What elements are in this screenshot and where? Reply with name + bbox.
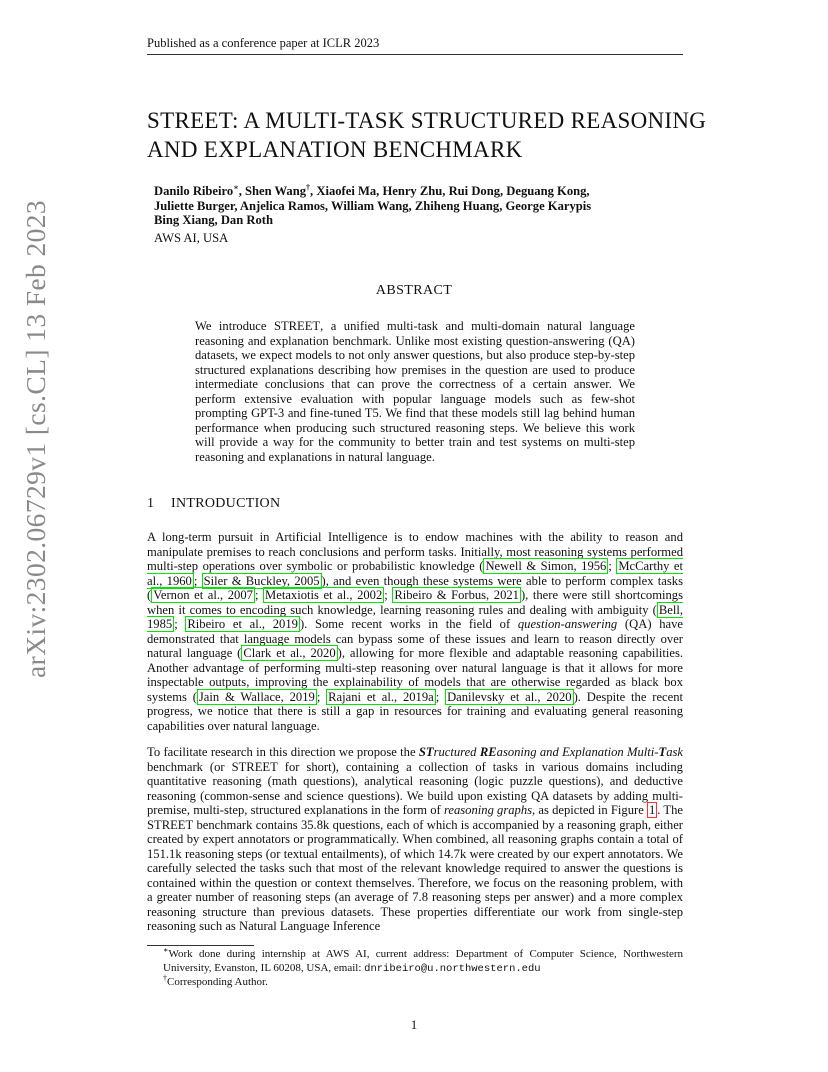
body-text: ), there were still shortcomings when it comes to encoding such knowledge, learning reasoning rules and dealing with ambiguity ( — [147, 588, 683, 617]
emphasized-term: reasoning graphs — [443, 803, 533, 817]
page-number: 1 — [410, 1017, 418, 1032]
body-text: ). Despite the recent progress, we notice that there is still a gap in resources for training and evaluating general reasoning capabilities over natural language. — [147, 689, 684, 733]
citation-link[interactable]: Jain & Wallace, 2019 — [198, 689, 315, 704]
section-heading — [147, 496, 447, 512]
citation-link[interactable]: Rajani et al., 2019a — [328, 689, 434, 704]
author-names: , Xiaofei Ma, Henry Zhu, Rui Dong, Deguang Kong, — [310, 184, 590, 198]
body-text: for short), containing a collection of tasks in various domains including quantitative reasoning (math questions), analytical reasoning (logic puzzle questions), and deductive reasoning (common-sense and science questions). We build upon existing QA datasets by adding multi-premise, multi-step, structured explanations in the form of — [147, 759, 683, 817]
body-text: benchmark contains 35.8k questions, each of which is accompanied by a reasoning graph, either created by expert annotators or programmatically. When combined, all reasoning graphs contain a total of 151.1k reasoning steps (or textual entailments), of which 14.7k were created by our expert annotators. We carefully selected the tasks such that most of the relevant knowledge required to answer the questions is contained within the question or context themselves. Therefore, we focus on the reasoning problem, with a greater number of reasoning steps (an average of 7.8 reasoning steps per answer) and a more complex reasoning structure than previous datasets. These properties differentiate our work from single-step reasoning such as Natural Language Inference — [147, 817, 683, 933]
section-title: INTRODUCTION — [171, 496, 281, 511]
arxiv-stamp — [16, 199, 56, 678]
author-name: , Shen Wang — [238, 184, 307, 198]
authors-line-1 — [154, 184, 694, 199]
acronym-expansion: ructured — [433, 745, 480, 759]
citation-link[interactable]: Bell, 1985 — [147, 602, 683, 631]
abstract-body — [195, 319, 635, 464]
citation-link[interactable]: Danilevsky et al., 2020 — [447, 689, 572, 704]
author-name: Danilo Ribeiro — [154, 184, 234, 198]
body-text: A long-term pursuit in Artificial Intelligence is to endow machines with the ability to reason and manipulate premises to reach conclusions and perform tasks. Initially, most reasoning systems performed multi-step operations over symbolic or probabilistic knowledge ( — [147, 530, 683, 573]
authors-line-2: Juliette Burger, Anjelica Ramos, William Wang, Zhiheng Huang, George Karypis — [154, 198, 592, 213]
citation-link[interactable]: Vernon et al., 2007 — [153, 588, 253, 602]
benchmark-name: STREET — [273, 319, 321, 333]
paper-title — [147, 106, 707, 164]
email-address[interactable]: dnribeiro@u.northwestern.edu — [364, 962, 541, 975]
citation-link[interactable]: Ribeiro & Forbus, 2021 — [394, 588, 519, 602]
intro-paragraph-2 — [147, 745, 683, 934]
citation-link[interactable]: Newell & Simon, 1956 — [485, 559, 607, 573]
footnote-mark: ∗ — [233, 182, 239, 192]
title-line-2: AND EXPLANATION BENCHMARK — [147, 137, 523, 162]
acronym-letters: RE — [479, 745, 497, 759]
footnote-mark: ∗ — [163, 945, 169, 955]
separator: ; — [174, 617, 186, 631]
footnotes — [147, 945, 683, 990]
separator: ; — [316, 689, 327, 704]
intro-paragraph-1 — [147, 530, 683, 733]
emphasized-term: question-answering — [517, 617, 618, 631]
footnote-1 — [147, 945, 683, 976]
affiliation: AWS AI, USA — [154, 231, 229, 245]
body-text: . The — [657, 803, 683, 817]
separator: ; — [193, 573, 202, 588]
acronym-expansion: asoning and Explanation Multi- — [496, 745, 659, 759]
figure-link[interactable]: 1 — [649, 803, 656, 817]
benchmark-name: STREET — [231, 759, 278, 774]
footnote-2 — [147, 973, 683, 990]
venue-text: Published as a conference paper at ICLR 2023 — [147, 36, 380, 50]
footnote-mark: † — [163, 973, 167, 983]
acronym-letters: T — [658, 745, 667, 759]
citation-link[interactable]: McCarthy et al., 1960 — [147, 559, 683, 588]
citation-link[interactable]: Ribeiro et al., 2019 — [187, 617, 298, 631]
arxiv-stamp-text: arXiv:2302.06729v1 [cs.CL] 13 Feb 2023 — [20, 199, 51, 678]
citation-link[interactable]: Metaxiotis et al., 2002 — [265, 588, 383, 602]
body-text: To facilitate research in this direction we propose the — [147, 745, 419, 759]
acronym-expansion: ask — [666, 745, 683, 759]
separator: ; — [435, 689, 446, 704]
citation-link[interactable]: Siler & Buckley, 2005 — [203, 573, 320, 588]
body-text: benchmark (or — [147, 759, 232, 774]
citation-link[interactable]: Clark et al., 2020 — [243, 646, 336, 660]
abstract-text: , a unified multi-task and multi-domain natural language reasoning and explanation benchmark. Unlike most existing question-answering (QA) datasets, we expect models to not only answer questions, but also produce step-by-step structured explanations describing how premises in the question are used to produce intermediate conclusions that can prove the correctness of a certain answer. We perform extensive evaluation with popular language models such as few-shot prompting GPT-3 and fine-tuned T5. We find that these models still lag behind human performance when producing such structured reasoning steps. We believe this work will provide a way for the community to better train and test systems on multi-step reasoning and explanations in natural language. — [195, 319, 635, 464]
acronym-letters: ST — [418, 745, 434, 759]
footnote-mark: † — [306, 182, 311, 192]
body-text: ), allowing for more flexible and adaptable reasoning capabilities. Another advantage of performing multi-step reasoning over natural language is that it allows for more inspectable outputs, improving the explainability of models that are otherwise regarded as black box systems ( — [147, 646, 683, 704]
abstract-text: We introduce — [195, 319, 274, 333]
separator: ; — [384, 588, 393, 602]
footnote-text: Work done during internship at AWS AI, current address: Department of Computer Science, Northwestern University, Evanston, IL 60208, USA, email: — [163, 948, 683, 974]
body-text: ), and even though these systems were able to perform complex tasks ( — [147, 573, 683, 602]
separator: ; — [608, 559, 617, 573]
author-list — [154, 184, 694, 228]
body-text: (QA) have demonstrated that language models can bypass some of these issues and learn to reason directly over natural language ( — [147, 617, 683, 660]
running-header — [147, 36, 683, 55]
benchmark-name: STREET — [147, 817, 194, 832]
authors-line-3: Bing Xiang, Dan Roth — [154, 213, 273, 227]
separator: ; — [254, 588, 264, 602]
body-text: , as depicted in Figure — [532, 803, 647, 817]
section-number: 1 — [147, 496, 155, 511]
body-text: ). Some recent works in the field of — [299, 617, 518, 631]
title-line-1: STREET: A MULTI-TASK STRUCTURED REASONING — [147, 108, 707, 133]
footnote-text: Corresponding Author. — [167, 976, 268, 988]
abstract-heading: ABSTRACT — [375, 283, 453, 298]
